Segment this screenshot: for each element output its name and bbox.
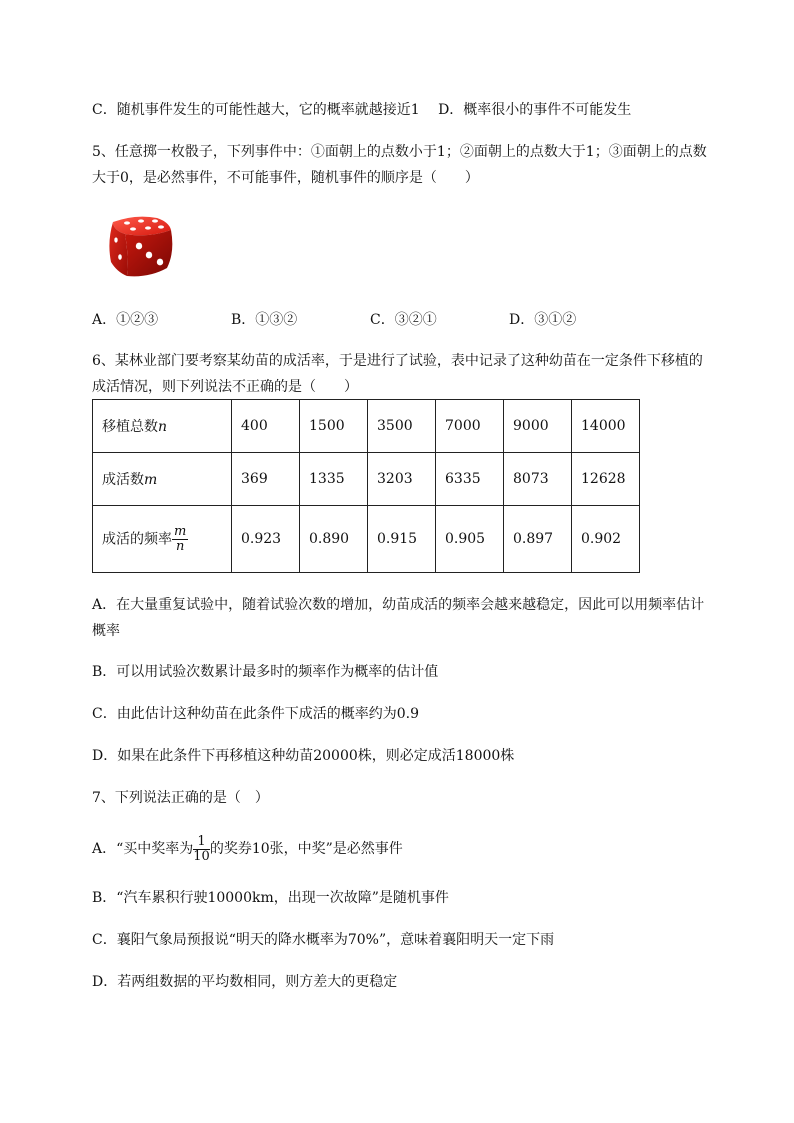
table-cell: 9000 <box>504 400 572 453</box>
q6-option-d: D．如果在此条件下再移植这种幼苗20000株，则必定成活18000株 <box>92 748 515 764</box>
table-cell: 0.902 <box>572 506 640 573</box>
q7-option-d: D．若两组数据的平均数相同，则方差大的更稳定 <box>92 974 398 990</box>
q5-option-a: A．①②③ <box>92 312 159 328</box>
table-row-survived <box>93 453 640 506</box>
table-cell: 0.915 <box>368 506 436 573</box>
row-label-total: 移植总数n <box>93 400 232 453</box>
table-cell: 3203 <box>368 453 436 506</box>
q6-stem-line2: 成活情况，则下列说法不正确的是（ ） <box>92 379 358 395</box>
seedling-survival-table <box>92 399 640 573</box>
table-cell: 14000 <box>572 400 640 453</box>
table-cell: 0.923 <box>232 506 300 573</box>
table-cell: 12628 <box>572 453 640 506</box>
table-cell: 1335 <box>300 453 368 506</box>
table-cell: 6335 <box>436 453 504 506</box>
table-cell: 400 <box>232 400 300 453</box>
q6-option-c: C．由此估计这种幼苗在此条件下成活的概率约为0.9 <box>92 706 419 722</box>
q6-option-b: B．可以用试验次数累计最多时的频率作为概率的估计值 <box>92 664 439 680</box>
q6-stem-line1: 6、某林业部门要考察某幼苗的成活率，于是进行了试验，表中记录了这种幼苗在一定条件下移植的 <box>92 353 703 369</box>
table-row-total <box>93 400 640 453</box>
table-row-frequency <box>93 506 640 573</box>
q6-option-a-line2: 概率 <box>92 623 120 639</box>
table-cell: 3500 <box>368 400 436 453</box>
table-cell: 0.897 <box>504 506 572 573</box>
fraction-m-over-n: $\frac{m}{n}$ <box>174 523 187 554</box>
table-cell: 8073 <box>504 453 572 506</box>
fraction-one-tenth: $\frac{1}{10}$ <box>193 833 210 864</box>
q7-option-c: C．襄阳气象局预报说“明天的降水概率为70%”，意味着襄阳明天一定下雨 <box>92 932 555 948</box>
q5-stem-line2: 大于0，是必然事件，不可能事件，随机事件的顺序是（ ） <box>92 170 479 186</box>
q7-option-a: A．“买中奖率为 $\frac{1}{10}$ 的奖券10张，中奖”是必然事件 <box>92 833 403 864</box>
q7-stem: 7、下列说法正确的是（ ） <box>92 790 269 806</box>
table-cell: 7000 <box>436 400 504 453</box>
q5-option-c: C．③②① <box>370 312 437 328</box>
q6-option-a-line1: A．在大量重复试验中，随着试验次数的增加，幼苗成活的频率会越来越稳定，因此可以用频率估计 <box>92 597 705 613</box>
q7-option-b: B．“汽车累积行驶10000km，出现一次故障”是随机事件 <box>92 890 449 906</box>
row-label-survived: 成活数m <box>93 453 232 506</box>
q4-options-cont: C．随机事件发生的可能性越大，它的概率就越接近1 D．概率很小的事件不可能发生 <box>92 102 632 118</box>
table-cell: 1500 <box>300 400 368 453</box>
table-cell: 0.890 <box>300 506 368 573</box>
red-dice-image <box>105 212 177 280</box>
table-cell: 0.905 <box>436 506 504 573</box>
q5-option-d: D．③①② <box>509 312 577 328</box>
table-cell: 369 <box>232 453 300 506</box>
row-label-frequency: 成活的频率 $\frac{m}{n}$ <box>93 506 232 573</box>
q5-stem-line1: 5、任意掷一枚骰子，下列事件中：①面朝上的点数小于1；②面朝上的点数大于1；③面朝上的点数 <box>92 144 707 160</box>
q5-option-b: B．①③② <box>231 312 298 328</box>
